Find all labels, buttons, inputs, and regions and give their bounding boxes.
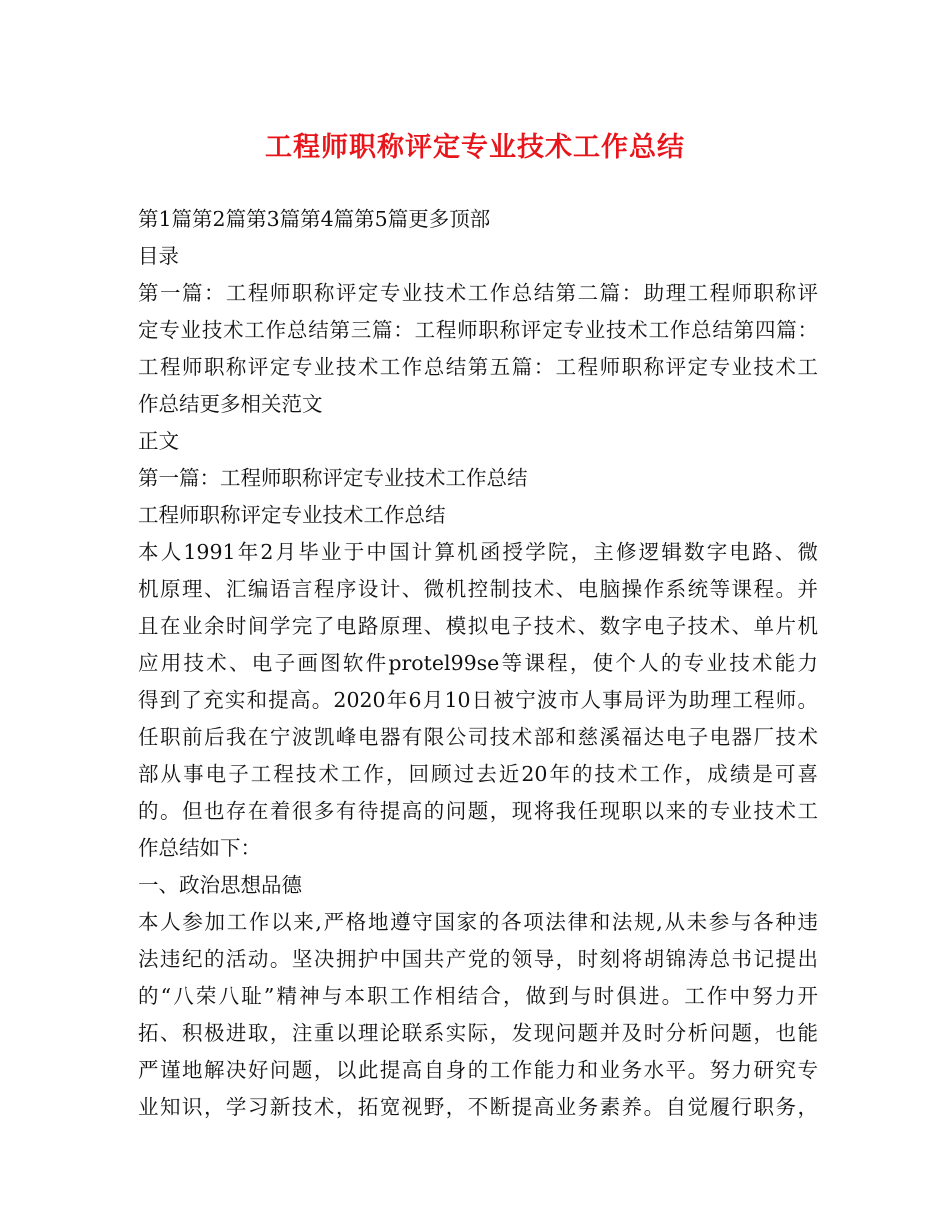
section-heading: 一、政治思想品德 (138, 873, 302, 897)
document-title: 工程师职称评定专业技术工作总结 (265, 132, 685, 163)
paragraph-line: 本人1991年2月毕业于中国计算机函授学院，主修逻辑数字电路、微 (138, 540, 818, 564)
document-body (138, 201, 818, 1126)
paragraph-line: 机原理、汇编语言程序设计、微机控制技术、电脑操作系统等课程。并 (138, 577, 818, 601)
paragraph-line: 任职前后我在宁波凯峰电器有限公司技术部和慈溪福达电子电器厂技术 (138, 725, 818, 749)
paragraph-line: 部从事电子工程技术工作，回顾过去近20年的技术工作，成绩是可喜 (138, 762, 818, 786)
paragraph-line: 作总结如下： (138, 836, 261, 860)
toc-heading: 目录 (138, 244, 179, 268)
chapter-heading: 第一篇：工程师职称评定专业技术工作总结 (138, 466, 528, 490)
paragraph-line: 业知识，学习新技术，拓宽视野，不断提高业务素养。自觉履行职务， (138, 1095, 818, 1119)
paragraph-line: 法违纪的活动。坚决拥护中国共产党的领导，时刻将胡锦涛总书记提出 (138, 947, 818, 971)
toc-line: 定专业技术工作总结第三篇：工程师职称评定专业技术工作总结第四篇： (138, 318, 818, 342)
paragraph-line: 得到了充实和提高。2020年6月10日被宁波市人事局评为助理工程师。 (138, 688, 818, 712)
chapter-subtitle: 工程师职称评定专业技术工作总结 (138, 503, 446, 527)
paragraph-line: 拓、积极进取，注重以理论联系实际，发现问题并及时分析问题，也能 (138, 1021, 818, 1045)
section-nav-line: 第1篇第2篇第3篇第4篇第5篇更多顶部 (138, 207, 491, 231)
paragraph-line: 的“八荣八耻”精神与本职工作相结合，做到与时俱进。工作中努力开 (138, 984, 818, 1008)
paragraph-line: 且在业余时间学完了电路原理、模拟电子技术、数字电子技术、单片机 (138, 614, 818, 638)
body-heading: 正文 (138, 429, 179, 453)
toc-line: 工程师职称评定专业技术工作总结第五篇：工程师职称评定专业技术工 (138, 355, 818, 379)
toc-line: 作总结更多相关范文 (138, 392, 323, 416)
paragraph-line: 严谨地解决好问题，以此提高自身的工作能力和业务水平。努力研究专 (138, 1058, 818, 1082)
paragraph-line: 应用技术、电子画图软件protel99se等课程，使个人的专业技术能力 (138, 651, 818, 675)
paragraph-line: 本人参加工作以来,严格地遵守国家的各项法律和法规,从未参与各种违 (138, 910, 818, 934)
paragraph-line: 的。但也存在着很多有待提高的问题，现将我任现职以来的专业技术工 (138, 799, 818, 823)
toc-line: 第一篇：工程师职称评定专业技术工作总结第二篇：助理工程师职称评 (138, 281, 818, 305)
